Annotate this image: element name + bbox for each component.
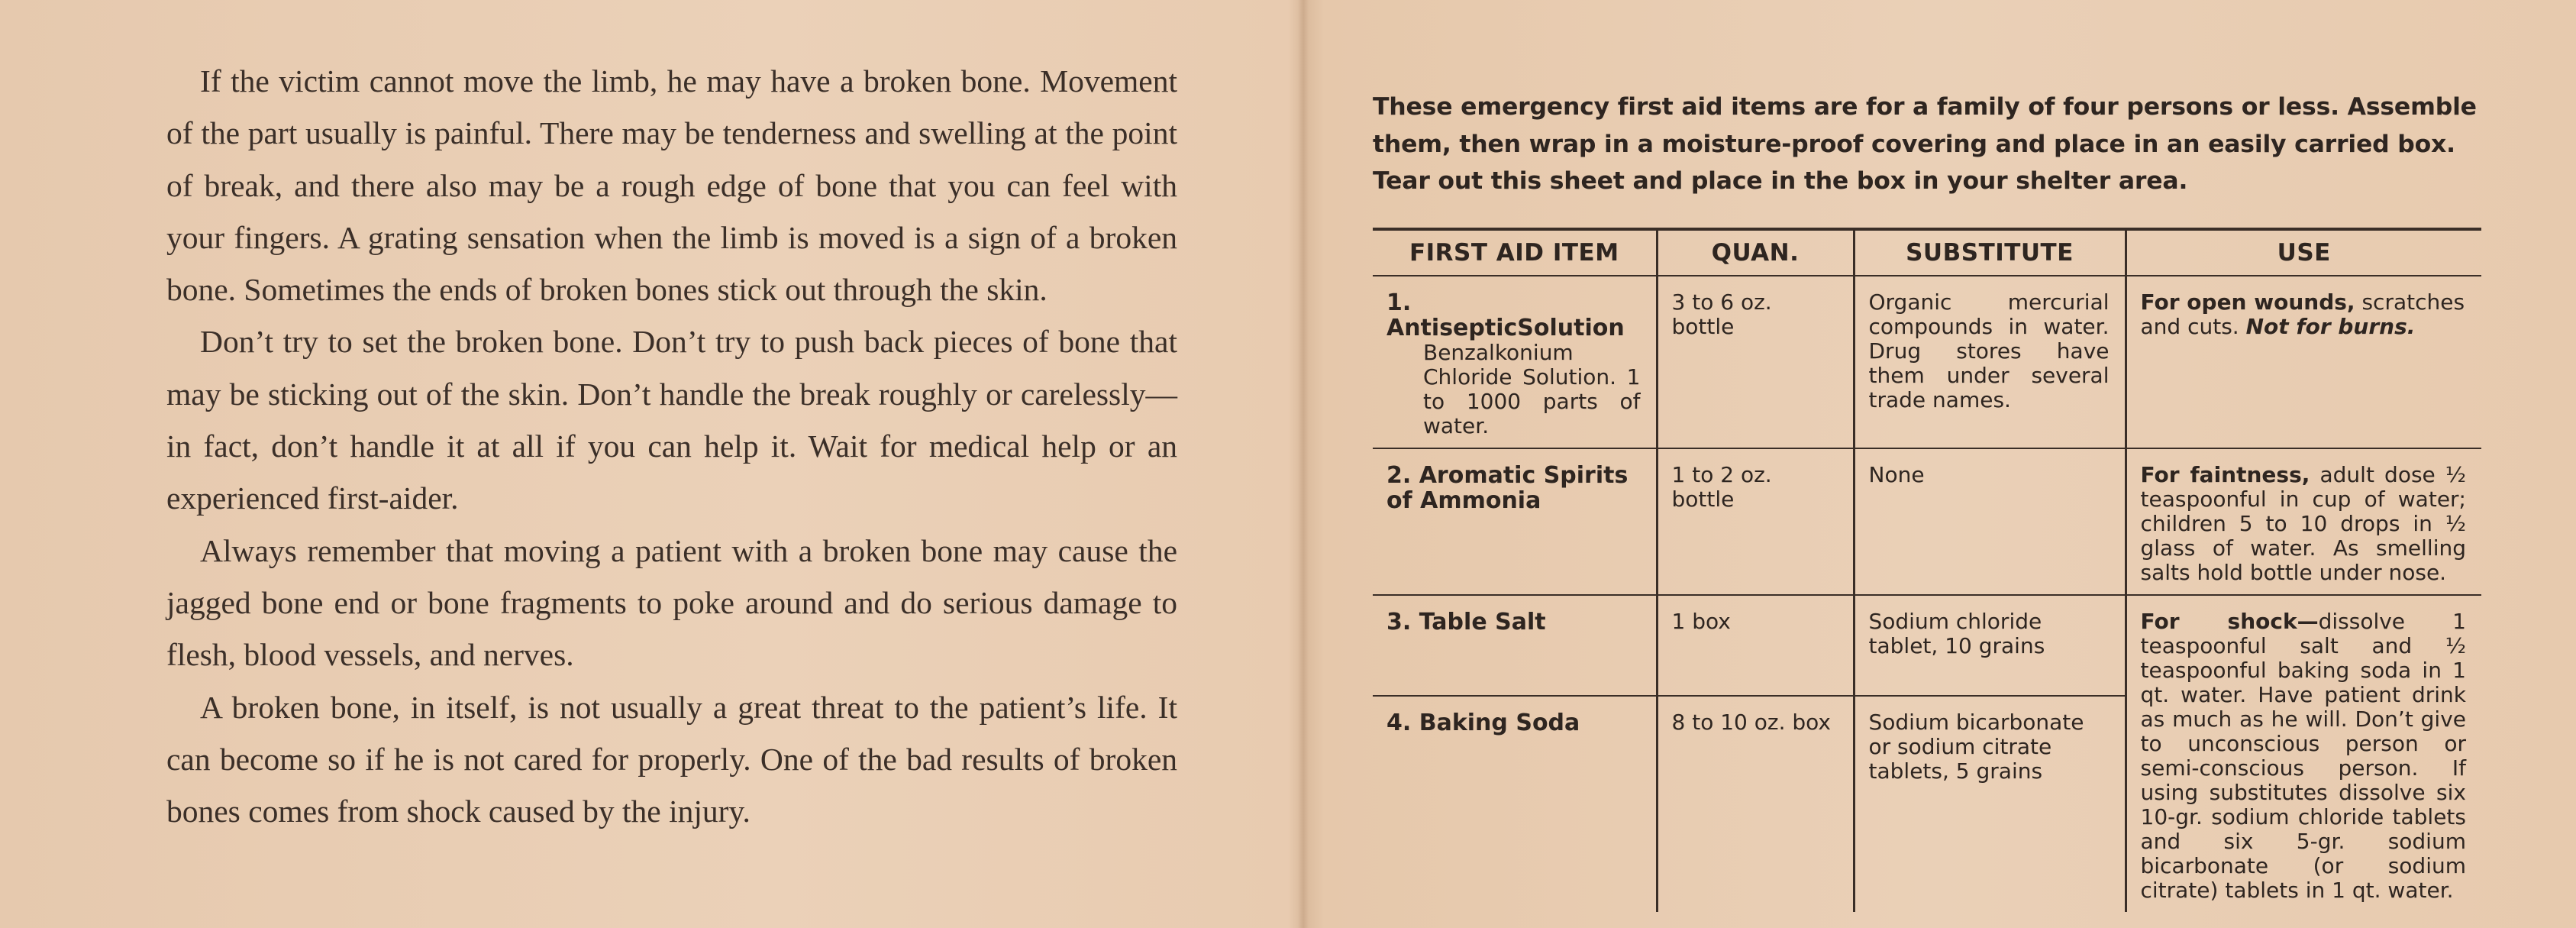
right-page <box>1373 89 2481 903</box>
header-substitute: SUBSTITUTE <box>1854 231 2126 276</box>
header-use: USE <box>2126 231 2481 276</box>
use-warning: Not for burns. <box>2245 314 2416 339</box>
table-row <box>1373 595 2481 696</box>
item-name: 4. Baking Soda <box>1386 709 1580 736</box>
paragraph: A broken bone, in itself, is not usually a great threat to the patient’s life. It can become so if he is not cared for properly. One of the bad results of broken bones comes from shock caused by the injury. <box>166 689 1177 829</box>
item-description: Benzalkonium Chloride Solution. 1 to 1000 parts of water. <box>1423 340 1641 438</box>
table-row <box>1373 276 2481 448</box>
paragraph: Don’t try to set the broken bone. Don’t try to push back pieces of bone that may be sticking out of the skin. Don’t handle the break roughly or carelessly—in fact, don’t handle it at all if you can help it. Wait for medical help or an experienced first-aider. <box>166 324 1177 516</box>
instruction-line: them, then wrap in a moisture-proof covering and place in an easily carried box. <box>1373 130 2455 158</box>
substitute-cell: Organic mercurial compounds in water. Drug stores have them under several trade names. <box>1854 276 2126 448</box>
quantity-cell: 1 to 2 oz. bottle <box>1657 448 1854 595</box>
item-name: 1. AntisepticSolution <box>1386 289 1625 341</box>
header-first-aid-item: FIRST AID ITEM <box>1373 231 1657 276</box>
use-heading: For open wounds, <box>2140 289 2355 315</box>
substitute-cell: Sodium bicarbonate or sodium citrate tablets, 5 grains <box>1854 696 2126 912</box>
item-name: 3. Table Salt <box>1386 609 1546 635</box>
quantity-cell: 3 to 6 oz. bottle <box>1657 276 1854 448</box>
first-aid-table <box>1373 228 2481 912</box>
item-cell <box>1373 595 1657 696</box>
use-cell <box>2126 448 2481 595</box>
first-aid-items-table <box>1373 231 2481 912</box>
item-cell <box>1373 696 1657 912</box>
use-cell <box>2126 595 2481 912</box>
item-name: 2. Aromatic Spirits of Ammonia <box>1386 462 1629 514</box>
use-text: adult dose ½ teaspoonful in cup of water; children 5 to 10 drops in ½ glass of water. As smelling salts hold bottle under nose. <box>2140 462 2467 585</box>
kit-instructions <box>1373 89 2481 200</box>
use-text: scratches and cuts. <box>2140 289 2465 339</box>
left-page-text <box>166 55 1177 837</box>
use-cell <box>2126 276 2481 448</box>
use-heading: For faintness, <box>2140 462 2310 487</box>
quantity-cell: 8 to 10 oz. box <box>1657 696 1854 912</box>
quantity-cell: 1 box <box>1657 595 1854 696</box>
use-heading: For shock— <box>2140 609 2319 634</box>
use-text: dissolve 1 teaspoonful salt and ½ teaspoonful baking soda in 1 qt. water. Have patient drink as much as he will. Don’t give to unconscious person or semi-conscious person. If using substitutes dissolve six 10-gr. sodium chloride tablets and six 5-gr. sodium bicarbonate (or sodium citrate) tablets in 1 qt. water. <box>2140 609 2466 903</box>
page-fold <box>1298 0 1309 928</box>
instruction-line: These emergency first aid items are for a family of four persons or less. Assemble <box>1373 93 2477 121</box>
table-header-row <box>1373 231 2481 276</box>
item-cell <box>1373 276 1657 448</box>
table-row <box>1373 448 2481 595</box>
paragraph: Always remember that moving a patient with a broken bone may cause the jagged bone end or bone fragments to poke around and do serious damage to flesh, blood vessels, and nerves. <box>166 532 1177 673</box>
item-cell <box>1373 448 1657 595</box>
instruction-line: Tear out this sheet and place in the box in your shelter area. <box>1373 167 2188 195</box>
header-quantity: QUAN. <box>1657 231 1854 276</box>
substitute-cell: Sodium chloride tablet, 10 grains <box>1854 595 2126 696</box>
substitute-cell: None <box>1854 448 2126 595</box>
paragraph: If the victim cannot move the limb, he may have a broken bone. Movement of the part usually is painful. There may be tenderness and swelling at the point of break, and there also may be a rough edge of bone that you can feel with your fingers. A grating sensation when the limb is moved is a sign of a broken bone. Sometimes the ends of broken bones stick out through the skin. <box>166 63 1177 308</box>
